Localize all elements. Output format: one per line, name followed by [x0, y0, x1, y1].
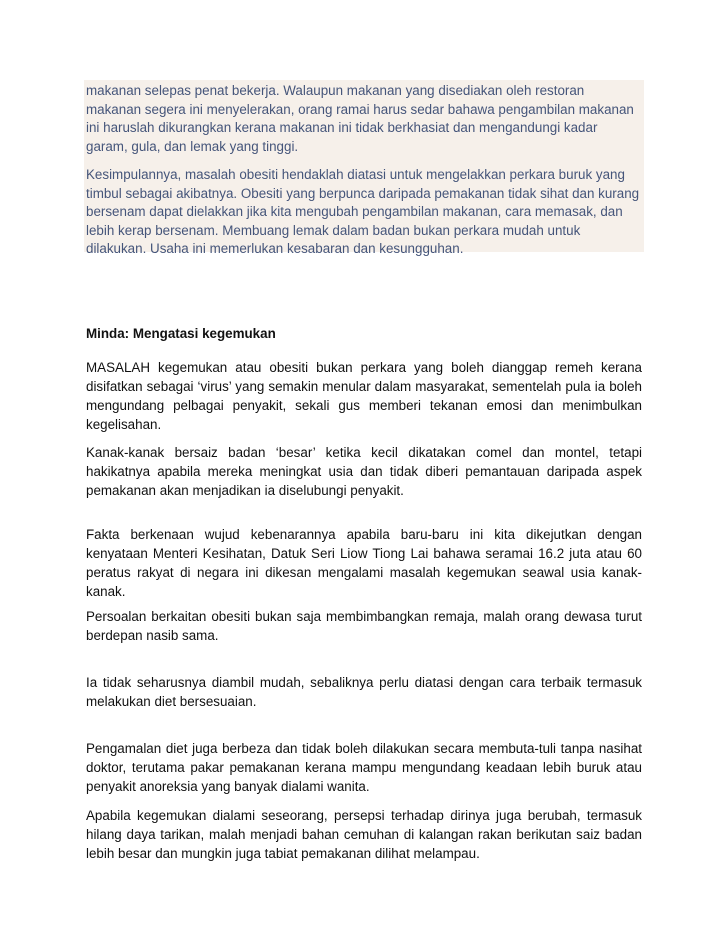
article-paragraph-6: Pengamalan diet juga berbeza dan tidak boleh dilakukan secara membuta-tuli tanpa nasihat doktor, terutama pakar pemakanan kerana mampu mengundang keadaan lebih buruk atau penyakit anoreksia yang banyak dialami wanita. — [86, 741, 642, 794]
article-paragraph-5: Ia tidak seharusnya diambil mudah, sebaliknya perlu diatasi dengan cara terbaik termasuk melakukan diet bersesuaian. — [86, 675, 642, 709]
article-paragraph-2: Kanak-kanak bersaiz badan ‘besar’ ketika kecil dikatakan comel dan montel, tetapi hakikatnya apabila mereka meningkat usia dan tidak diberi pemantauan daripada aspek pemakanan akan menjadikan ia diselubungi penyakit. — [86, 445, 642, 498]
article-paragraph-3: Fakta berkenaan wujud kebenarannya apabila baru-baru ini kita dikejutkan dengan kenyataan Menteri Kesihatan, Datuk Seri Liow Tiong Lai bahawa seramai 16.2 juta atau 60 peratus rakyat di negara ini dikesan mengalami masalah kegemukan seawal usia kanak-kanak. — [86, 527, 642, 599]
article-paragraph-1: MASALAH kegemukan atau obesiti bukan perkara yang boleh dianggap remeh kerana disifatkan sebagai ‘virus’ yang semakin menular dalam masyarakat, sementelah pula ia boleh mengundang pelbagai penyakit, sekali gus memberi tekanan emosi dan menimbulkan kegelisahan. — [86, 360, 642, 432]
article-paragraph-4: Persoalan berkaitan obesiti bukan saja membimbangkan remaja, malah orang dewasa turut berdepan nasib sama. — [86, 609, 642, 643]
article-title: Minda: Mengatasi kegemukan — [86, 326, 276, 341]
article-paragraph-7: Apabila kegemukan dialami seseorang, persepsi terhadap dirinya juga berubah, termasuk hilang daya tarikan, malah menjadi bahan cemuhan di kalangan rakan berikutan saiz badan lebih besar dan mungkin juga tabiat pemakanan dilihat melampau. — [86, 808, 642, 861]
excerpt-paragraph-2: Kesimpulannya, masalah obesiti hendaklah diatasi untuk mengelakkan perkara buruk yang timbul sebagai akibatnya. Obesiti yang berpunca daripada pemakanan tidak sihat dan kurang bersenam dapat dielakkan jika kita mengubah pengambilan makanan, cara memasak, dan lebih kerap bersenam. Membuang lemak dalam badan bukan perkara mudah untuk dilakukan. Usaha ini memerlukan kesabaran dan kesungguhan. — [86, 167, 640, 257]
excerpt-paragraph-1: makanan selepas penat bekerja. Walaupun makanan yang disediakan oleh restoran makanan segera ini menyelerakan, orang ramai harus sedar bahawa pengambilan makanan ini haruslah dikurangkan kerana makanan ini tidak berkhasiat dan mengandungi kadar garam, gula, dan lemak yang tinggi. — [86, 83, 634, 154]
